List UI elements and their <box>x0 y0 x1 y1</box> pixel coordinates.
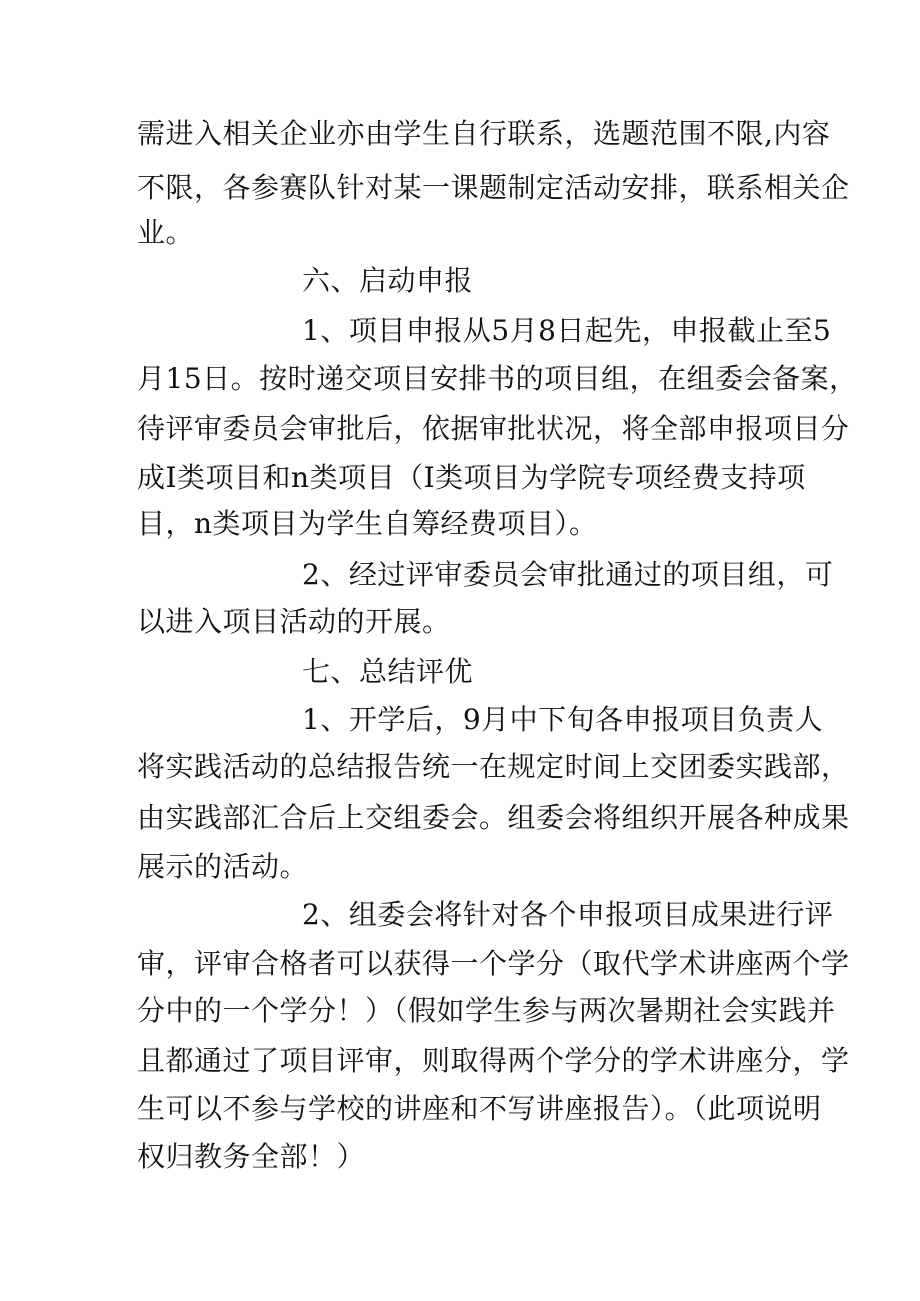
seven-item2-line-1: 2、组委会将针对各个申报项目成果进行评 <box>302 898 834 931</box>
six-item2-line-2: 以进入项目活动的开展。 <box>137 605 451 638</box>
six-item1-line-2: 月15日。按时递交项目安排书的项目组，在组委会备案， <box>137 362 858 395</box>
seven-item1-line-4: 展示的活动。 <box>137 850 309 883</box>
section-seven-heading: 七、总结评优 <box>302 655 474 688</box>
seven-item2-line-5: 生可以不参与学校的讲座和不写讲座报告）。（此项说明 <box>137 1092 822 1125</box>
six-item1-line-1: 1、项目申报从5月8日起先，申报截止至5 <box>302 314 832 347</box>
seven-item1-line-1: 1、开学后，9月中下旬各申报项目负责人 <box>302 703 824 736</box>
seven-item2-line-2: 审，评审合格者可以获得一个学分（取代学术讲座两个学 <box>137 947 850 980</box>
six-item1-line-5: 目，n类项目为学生自筹经费项目）。 <box>137 507 598 540</box>
intro-line-2: 不限，各参赛队针对某一课题制定活动安排，联系相关企 <box>137 171 850 204</box>
seven-item1-line-2: 将实践活动的总结报告统一在规定时间上交团委实践部， <box>137 750 850 783</box>
intro-line-1: 需进入相关企业亦由学生自行联系，选题范围不限,内容 <box>137 117 831 150</box>
six-item1-line-4: 成Ⅰ类项目和n类项目（Ⅰ类项目为学院专项经费支持项 <box>137 461 806 494</box>
section-six-heading: 六、启动申报 <box>302 264 474 297</box>
seven-item2-line-4: 且都通过了项目评审，则取得两个学分的学术讲座分，学 <box>137 1044 850 1077</box>
seven-item2-line-6: 权归教务全部！） <box>137 1140 366 1173</box>
intro-line-3: 业。 <box>137 216 195 249</box>
six-item2-line-1: 2、经过评审委员会审批通过的项目组，可 <box>302 558 834 591</box>
seven-item1-line-3: 由实践部汇合后上交组委会。组委会将组织开展各种成果 <box>137 801 850 834</box>
six-item1-line-3: 待评审委员会审批后，依据审批状况，将全部申报项目分 <box>137 412 850 445</box>
seven-item2-line-3: 分中的一个学分！）（假如学生参与两次暑期社会实践并 <box>137 994 836 1027</box>
